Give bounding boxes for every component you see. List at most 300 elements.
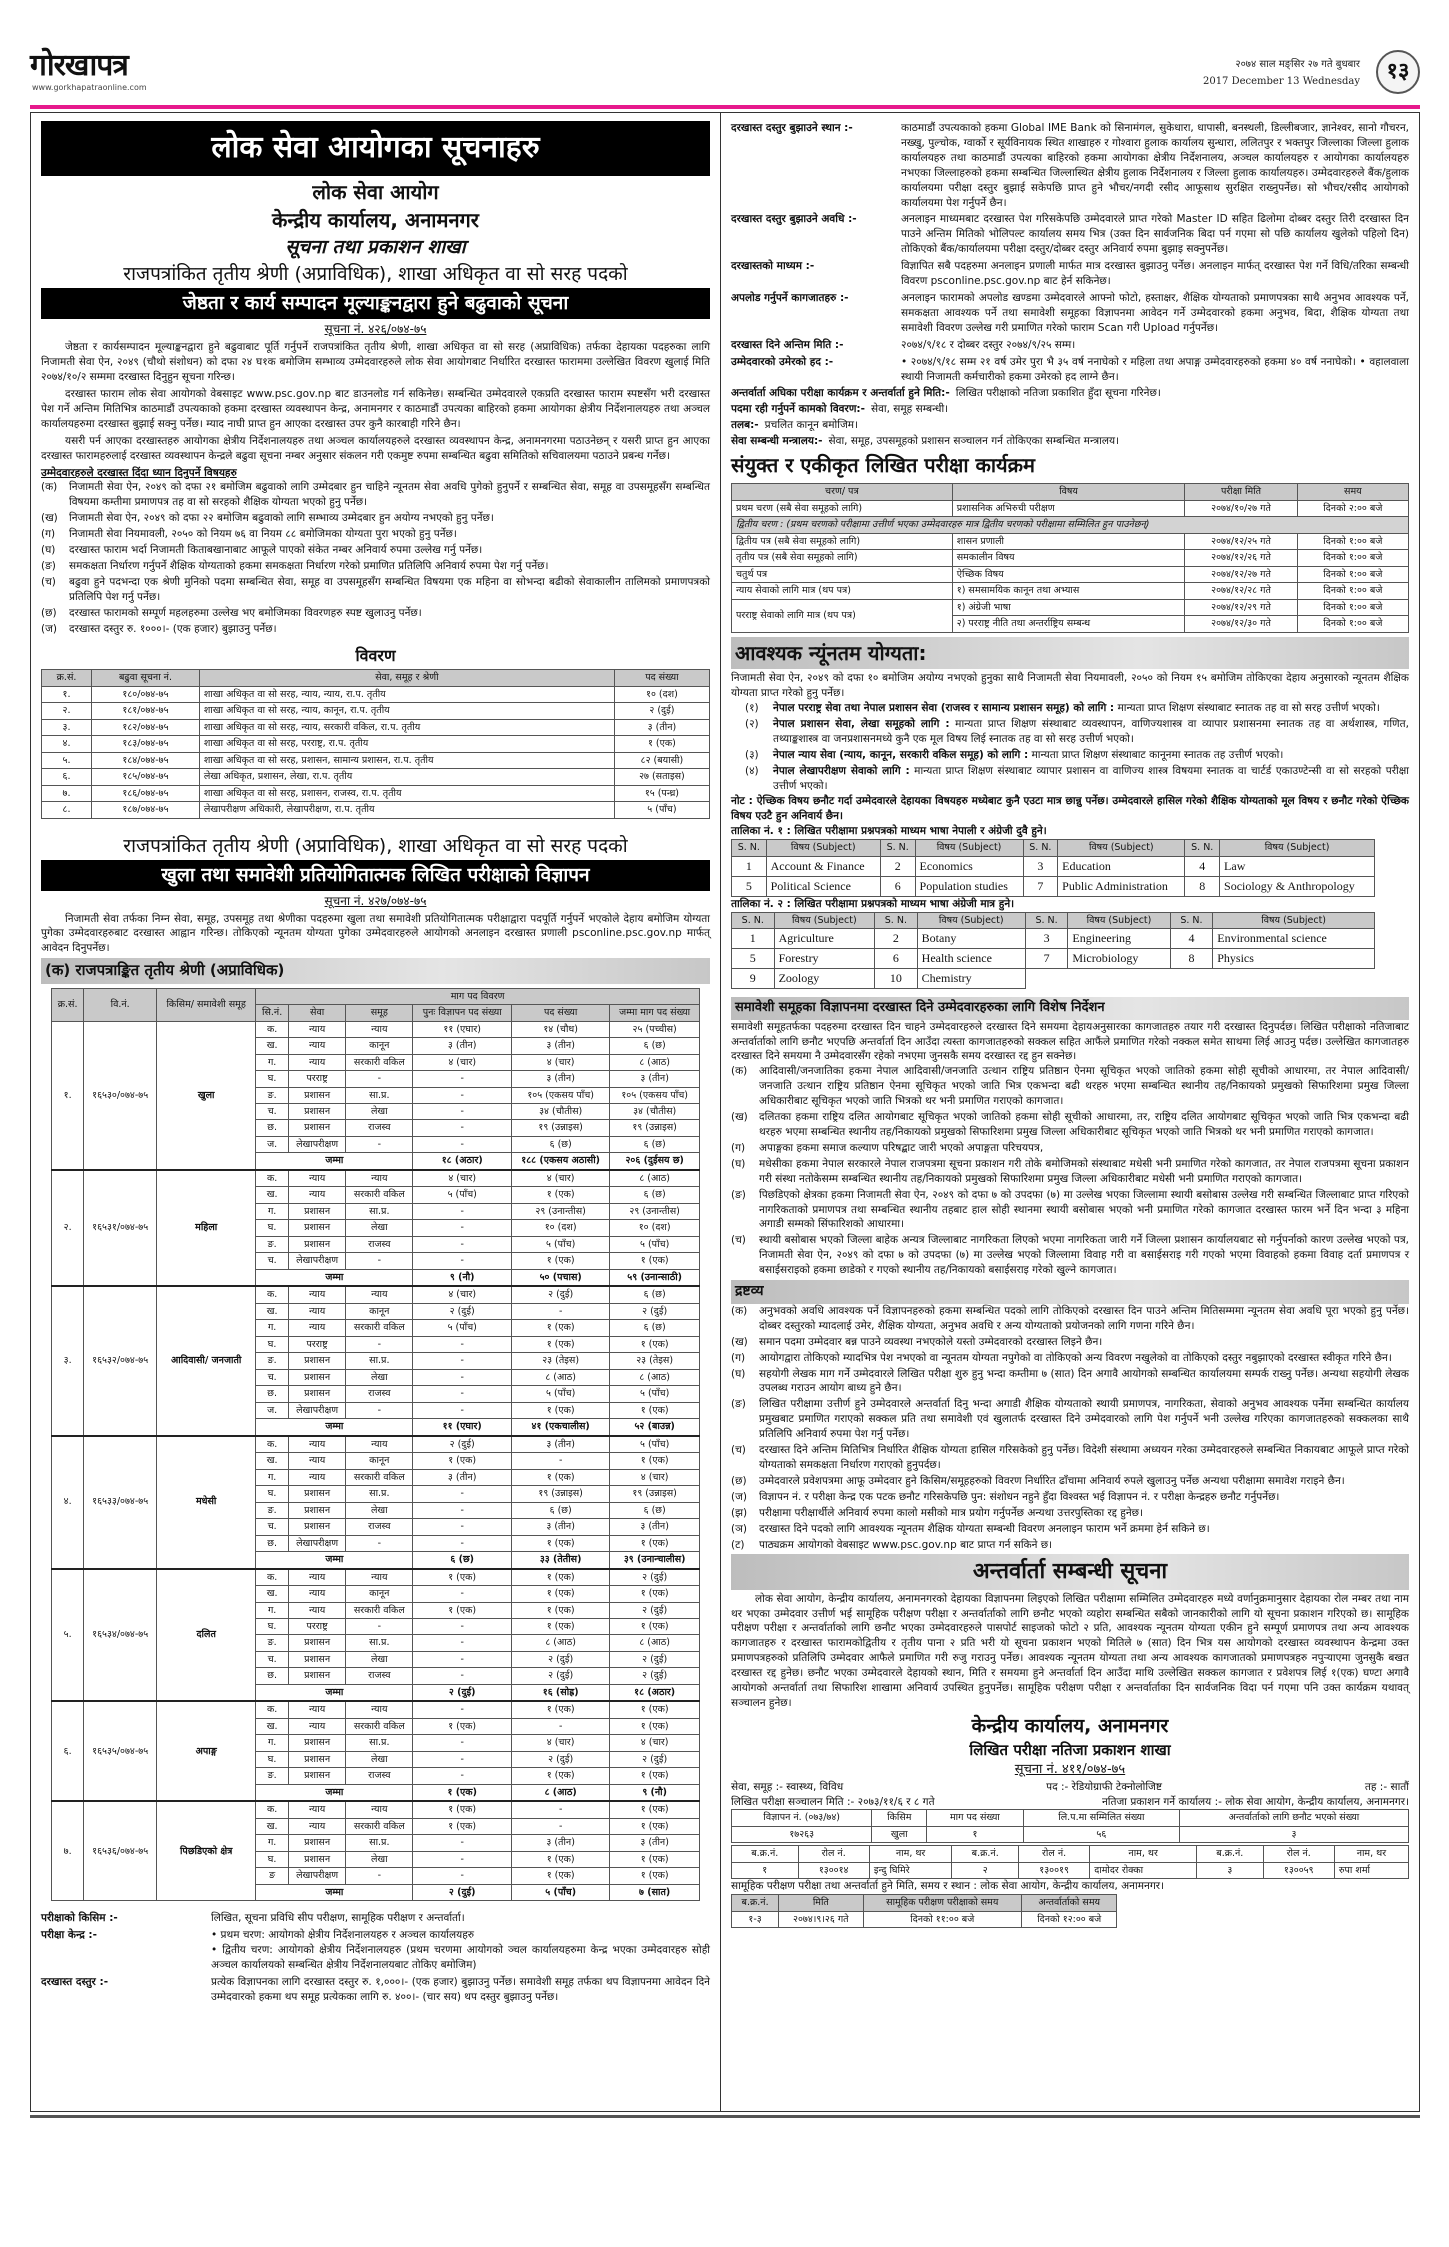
table-cell: १० (दश) (610, 1220, 700, 1236)
table-cell: ५. (42, 752, 92, 768)
table-cell: न्याय (346, 1436, 413, 1453)
sn-header: S. N. (875, 912, 918, 928)
total-cell: ३३ (तेतीस) (512, 1552, 610, 1569)
table-cell: छ. (256, 1535, 289, 1551)
table-cell: - (512, 1718, 610, 1734)
list-item (731, 1188, 1409, 1233)
group-adno: १६५३२/०७४-७५ (84, 1286, 157, 1435)
table-cell: १) अंग्रेजी भाषा (952, 599, 1185, 615)
table-cell: २०७४।९।२६ गते (779, 1911, 863, 1927)
table-cell: ३. (42, 719, 92, 735)
table-cell: दिनको २:०० बजे (1297, 500, 1408, 516)
total-cell: ४१ (एकचालीस) (512, 1419, 610, 1436)
table-cell: Physics (1213, 949, 1375, 969)
group-group: महिला (157, 1170, 256, 1286)
table-cell: समकालीन विषय (952, 550, 1185, 566)
table-cell: परराष्ट्र (288, 1336, 345, 1352)
page-bottom-rule (30, 2115, 1420, 2118)
subject-header: विषय (Subject) (915, 840, 1023, 856)
list-item (41, 543, 710, 558)
table-cell: ४ (चार) (413, 1286, 512, 1303)
table-row (52, 1170, 700, 1187)
candidate-cell: इन्दु घिमिरे (869, 1862, 952, 1878)
table-cell: ३ (तीन) (512, 1071, 610, 1087)
table-cell: दिनको १:०० बजे (1297, 599, 1408, 615)
table-cell: न्याय (346, 1021, 413, 1037)
total-cell: ८ (आठ) (512, 1784, 610, 1801)
total-cell: ५९ (उनान्साठी) (610, 1269, 700, 1286)
table-cell: ५ (पाँच) (610, 1386, 700, 1402)
table-cell: प्रशासन (288, 1120, 345, 1136)
table-cell: १ (एक) (413, 1453, 512, 1469)
table-cell: ५ (पाँच) (512, 1386, 610, 1402)
table-cell: १ (एक) (610, 1768, 700, 1784)
masthead (30, 50, 1420, 102)
table-cell: च. (256, 1253, 289, 1269)
total-cell: ७ (सात) (610, 1884, 700, 1900)
table-cell: १ (एक) (512, 1602, 610, 1618)
promotion-table (41, 669, 710, 818)
column-header: माग पद संख्या (927, 1810, 1024, 1826)
table-cell: न्याय (288, 1038, 345, 1054)
total-cell: ३९ (उनान्चालीस) (610, 1552, 700, 1569)
list-text: निजामती सेवा ऐन, २०४९ को दफा २२ बमोजिम बढुवाको लागि सम्भाव्य उम्मेदबार हुन अयोग्य नभएको हुनु पर्नेछ। (69, 512, 494, 525)
list-text: समकक्षता निर्धारण गर्नुपर्ने शैक्षिक योग्यताको हकमा समकक्षता निर्धारण गरेको प्रमाणित प्रतिलिपि अनिवार्य रुपमा पेश गर्नु पर्नेछ। (69, 560, 549, 572)
total-cell: १८ (अठार) (610, 1684, 700, 1701)
table-cell: १०५ (एकसय पाँच) (610, 1087, 700, 1103)
detail-value: सेवा, समूह, उपसमूहको प्रशासन सञ्चालन गर्न तोकिएका सम्बन्धित मन्त्रालय। (828, 435, 1120, 448)
sn-header: S. N. (732, 840, 767, 856)
table-cell: सा.प्र. (346, 1486, 413, 1502)
table-cell: १ (एक) (512, 1569, 610, 1586)
table-cell: ६ (छ) (610, 1038, 700, 1054)
table-cell: २०७४/१२/२६ गते (1185, 550, 1297, 566)
table-cell: - (413, 1253, 512, 1269)
list-item (731, 1064, 1409, 1109)
list-item (41, 622, 710, 637)
list-marker: (ख) (731, 1335, 748, 1348)
table-cell: ७. (42, 785, 92, 801)
table-row (732, 969, 1375, 989)
column-header: समय (1297, 484, 1408, 500)
total-label: जम्मा (256, 1784, 413, 1801)
column-header: पुनः विज्ञापन पद संख्या (413, 1005, 512, 1021)
table-cell: न्याय (288, 1701, 345, 1718)
table-row (42, 703, 710, 719)
column-header: पद संख्या (614, 670, 709, 686)
list-marker: (घ) (731, 1367, 746, 1380)
list-marker: (छ) (41, 606, 57, 619)
detail-value: विज्ञापित सबै पदहरुमा अनलाइन प्रणाली मार्फत मात्र दरखास्त बुझाउनु पर्नेछ। अनलाइन मार्फत् दरखास्त पेश गर्ने विधि/तरिका सम्बन्धी विवरण psconline.psc.gov.np बाट हेर्न सकिनेछ। (901, 260, 1409, 288)
column-header: नाम, थर (1090, 1846, 1197, 1862)
table-cell: दिनको १२:०० बजे (1021, 1911, 1116, 1927)
table-row (42, 686, 710, 702)
table-cell: न्याय (288, 1303, 345, 1319)
table-cell: ४ (चार) (512, 1735, 610, 1751)
table-cell: १ (एक) (610, 1619, 700, 1635)
list-item (745, 764, 1409, 794)
col-group: किसिम/ समावेशी समूह (157, 988, 256, 1021)
list-marker: (ग) (731, 1141, 746, 1154)
table-cell: 9 (732, 969, 775, 989)
table-cell: ५६ (1023, 1826, 1179, 1842)
table-cell: - (512, 1453, 610, 1469)
table-cell: न्याय (288, 1469, 345, 1485)
table-cell: ३ (तीन) (512, 1038, 610, 1054)
table-cell: घ. (256, 1619, 289, 1635)
table-cell: ४ (चार) (512, 1054, 610, 1070)
list-marker: (ग) (41, 528, 56, 541)
table-cell: सरकारी वकिल (346, 1469, 413, 1485)
table-cell: ८ (आठ) (512, 1369, 610, 1385)
table-row (732, 599, 1409, 615)
list-marker: (च) (731, 1234, 746, 1247)
list-text (773, 717, 1409, 747)
section-ka-heading: (क) राजपत्राङ्कित तृतीय श्रेणी (अप्राविधिक) (41, 958, 710, 983)
detail-row (731, 212, 1409, 257)
table-cell: प्रशासन (288, 1835, 345, 1851)
website-url[interactable]: www.gorkhapatraonline.com (32, 83, 147, 92)
table-cell: लेखा (346, 1502, 413, 1518)
candidate-cell: रुपा शर्मा (1334, 1862, 1408, 1878)
table-cell: १ (एक) (512, 1768, 610, 1784)
promo-bar: जेष्ठता र कार्य सम्पादन मूल्याङ्कनद्वारा हुने बढुवाको सूचना (41, 288, 710, 319)
total-cell: १ (एक) (413, 1784, 512, 1801)
table-cell: ४ (चार) (610, 1735, 700, 1751)
column-header: ब.क्र.नं. (732, 1895, 779, 1911)
column-header: नाम, थर (1334, 1846, 1408, 1862)
table-cell: २०७४/१२/२५ गते (1185, 533, 1297, 549)
list-text: निजामती सेवा नियमावली, २०५० को नियम ७६ वा नियम ८८ बमोजिमका योग्यता पुरा भएको हुनु पर्नेछ। (69, 528, 457, 541)
promo-paragraph: दरखास्त फाराम लोक सेवा आयोगको वेबसाइट www.psc.gov.np बाट डाउनलोड गर्न सकिनेछ। सम्बन्धित उम्मेदवारले एकप्रति दरखास्त फाराम स्पष्टसँग भरी दरखास्त पेश गर्ने अन्तिम मितिभित्र काठमाडौं उपत्यकाको हकमा दरखास्त व्यवस्थापन केन्द्र, अनामनगर र काठमाडौं उपत्यका बाहिरको हकमा आयोगका क्षेत्रीय निर्देशनालयहरु तथा अञ्चल कार्यालयहरुमा दरखास्त बुझाई सक्नु पर्नेछ। म्याद नाघी प्राप्त हुन आएका दरखास्त उपर कुनै कारबाही गरिने छैन। (41, 388, 710, 430)
table-cell: - (413, 1851, 512, 1867)
column-header: विषय (952, 484, 1185, 500)
table-cell: २ (दुई) (610, 1602, 700, 1618)
table-cell: १ (एक) (610, 1868, 700, 1884)
table-cell: घ. (256, 1751, 289, 1767)
table-cell: सा.प्र. (346, 1735, 413, 1751)
list-marker: (च) (731, 1444, 746, 1457)
table2-caption: तालिका नं. २ : लिखित परीक्षामा प्रश्नपत्रको माध्यम भाषा अंग्रेजी मात्र हुने। (731, 897, 1015, 910)
table-cell: दिनको १:०० बजे (1297, 616, 1408, 632)
table-cell: १ (एक) (512, 1402, 610, 1418)
table1-caption: तालिका नं. १ : लिखित परीक्षामा प्रश्नपत्रको माध्यम भाषा नेपाली र अंग्रेजी दुवै हुने। (731, 825, 1047, 838)
col-sn: क्र.सं. (52, 988, 84, 1021)
total-label: जम्मा (256, 1419, 413, 1436)
table-cell: १ (एक) (610, 1535, 700, 1551)
table-cell: क. (256, 1701, 289, 1718)
table-cell: Agriculture (774, 929, 875, 949)
table-cell: न्याय (288, 1569, 345, 1586)
table-row (732, 583, 1409, 599)
table-cell: १९ (उन्नाइस) (512, 1120, 610, 1136)
sn-header: S. N. (1025, 912, 1068, 928)
detail-value: अनलाइन फारामको अपलोड खण्डमा उम्मेदवारले आफ्नो फोटो, हस्ताक्षर, शैक्षिक योग्यताको प्रमाणपत्रका साथै अनुभव आवश्यक पर्ने, समकक्षता आवश्यक पर्ने तथा समावेशी समूहका विज्ञापनमा आवेदन गर्ने उम्मेदवारको हकमा अनुभव, बिदा, शैक्षिक योग्यता तथा समावेशी विवरण उल्लेख गरी प्रमाणित गरेको फाराम Scan गरी Upload गर्नुपर्नेछ। (901, 291, 1409, 334)
column-header: जम्मा माग पद संख्या (610, 1005, 700, 1021)
result-branch: लिखित परीक्षा नतिजा प्रकाशन शाखा (969, 1740, 1171, 1759)
table-cell: राजस्व (346, 1768, 413, 1784)
table-cell: छ. (256, 1120, 289, 1136)
newspaper-logo[interactable]: गोरखापत्र (30, 48, 128, 83)
total-cell: १८ (अठार) (413, 1153, 512, 1170)
group-group: अपाङ्ग (157, 1701, 256, 1801)
table-cell: १ (एक) (610, 1701, 700, 1718)
total-cell: १६ (सोह्र) (512, 1684, 610, 1701)
table-cell: - (346, 1535, 413, 1551)
table-cell: १-३ (732, 1911, 779, 1927)
table-cell: 2 (875, 929, 918, 949)
table-cell: ख. (256, 1718, 289, 1734)
detail-key: उम्मेदवारको उमेरको हद :- (731, 355, 834, 368)
table-cell: लेखापरीक्षण (288, 1535, 345, 1551)
result-office: केन्द्रीय कार्यालय, अनामनगर (971, 1714, 1169, 1737)
table-cell: लेखा (346, 1851, 413, 1867)
table-cell: Public Administration (1058, 876, 1185, 896)
table-cell: १९ (उन्नाइस) (610, 1120, 700, 1136)
table-cell: - (413, 1768, 512, 1784)
table-cell: 5 (732, 876, 767, 896)
branch-name: सूचना तथा प्रकाशन शाखा (285, 236, 466, 259)
list-rest: मान्यता प्राप्त शिक्षण संस्थाबाट कानूनमा स्नातक तह उत्तीर्ण भएको। (1028, 748, 1284, 761)
table-cell: ३४ (चौतीस) (610, 1103, 700, 1119)
table-cell: १ (एक) (413, 1569, 512, 1586)
table-cell: ५ (पाँच) (413, 1320, 512, 1336)
column-header: अन्तर्वार्ताको समय (1021, 1895, 1116, 1911)
list-marker: (झ) (731, 1506, 748, 1519)
table-cell: ४ (चार) (413, 1054, 512, 1070)
detail-value: अनलाइन माध्यमबाट दरखास्त पेश गरिसकेपछि उम्मेदवारले प्राप्त गरेको Master ID सहित ढिलोमा दोब्बर दस्तुर तिरी दरखास्त दिन पाउने अन्तिम मितिको भोलिपल्ट कार्यालय समय भित्र (उक्त दिन सार्वजनिक बिदा पर्न गएमा सो पछि कार्यालय खुलेको पहिलो दिन) तोकिएको बैंक/कार्यालयमा परीक्षा दस्तुर/दोब्बर दस्तुर अनिवार्य रुपमा बुझाइ सक्नुपर्नेछ। (901, 213, 1409, 256)
table-cell: Education (1058, 856, 1185, 876)
table-cell: दिनको १:०० बजे (1297, 533, 1408, 549)
list-text: बढुवा हुने पदभन्दा एक श्रेणी मुनिको पदमा सम्बन्धित सेवा, समूह वा उपसमूहसँग सम्बन्धित विषयमा एक महिना वा सोभन्दा बढीको सेवाकालीन तालिमको प्रमाणपत्रको प्रतिलिपि पेश गर्नु पर्नेछ। (69, 575, 710, 603)
table-cell: राजस्व (346, 1519, 413, 1535)
table-cell: १ (एक) (610, 1851, 700, 1867)
table-cell: Environmental science (1213, 929, 1375, 949)
table-cell: लेखा (346, 1369, 413, 1385)
table-cell: लेखा अधिकृत, प्रशासन, लेखा, रा.प. तृतीय (199, 769, 614, 785)
table-row (732, 949, 1375, 969)
office-name: केन्द्रीय कार्यालय, अनामनगर (271, 207, 479, 232)
table-cell: - (413, 1619, 512, 1635)
table-cell: ग. (256, 1735, 289, 1751)
list-item (745, 748, 1409, 763)
table-cell: न्याय (288, 1054, 345, 1070)
table-cell: १ (एक) (512, 1469, 610, 1485)
table-cell: दिनको १:०० बजे (1297, 566, 1408, 582)
table-cell: १ (एक) (413, 1818, 512, 1834)
table-cell: न्याय (346, 1569, 413, 1586)
promo-notice-number: सूचना नं. ४२६/०७४-७५ (324, 322, 427, 337)
sn-header: S. N. (1023, 840, 1058, 856)
table-cell: 4 (1185, 856, 1220, 876)
table-cell: शाखा अधिकृत वा सो सरह, परराष्ट्र, रा.प. तृतीय (199, 736, 614, 752)
table-cell: द्वितीय पत्र (सबै सेवा समूहको लागि) (732, 533, 953, 549)
list-rest: मान्यता प्राप्त शिक्षण संस्थाबाट स्नातक तह वा सो सरह उत्तीर्ण भएको। (1114, 701, 1380, 714)
table-cell: - (346, 1136, 413, 1152)
column-header: ब.क्र.नं. (952, 1846, 1019, 1862)
table-cell: १५ (पन्ध्र) (614, 785, 709, 801)
group-group: आदिवासी/ जनजाती (157, 1286, 256, 1435)
list-rest: मान्यता प्राप्त शिक्षण संस्थाबाट व्यवस्थापन, वाणिज्यशास्त्र वा व्यापार प्रशासनमा स्नातक तह वा अर्थशास्त्र, गणित, तथ्याङ्कशास्त्र वा जनप्रशासनमध्ये कुनै एक मूल विषय लिई स्नातक तह वा सो सरह उत्तीर्ण भएको। (773, 717, 1409, 745)
table-cell: प्रथम चरण (सबै सेवा समूहको लागि) (732, 500, 953, 516)
table-cell: शासन प्रणाली (952, 533, 1185, 549)
table-cell: 7 (1023, 876, 1058, 896)
table-cell: १ (एक) (610, 1453, 700, 1469)
table-cell: प्रशासन (288, 1651, 345, 1667)
column-header: बढुवा सूचना नं. (92, 670, 200, 686)
table-cell: ६ (छ) (610, 1286, 700, 1303)
interview-paragraph: लोक सेवा आयोग, केन्द्रीय कार्यालय, अनामनगरको देहायका विज्ञापनमा लिइएको लिखित परीक्षामा सम्मिलित उम्मेदवारहरु मध्ये वर्णानुक्रमानुसार देहायका रोल नम्बर तथा नाम थर भएका उम्मेदवार उत्तीर्ण भई सामूहिक परीक्षण परीक्षा र अन्तर्वार्ताको लागि छनौट भएको व्यहोरा सम्बन्धित सबैको जानकारीको लागि यो सूचना प्रकाशन गरिएको छ। सामूहिक परीक्षण परीक्षा र अन्तर्वार्ताको लागि छनौट भएका उम्मेदवारहरुले पासपोर्ट साइजको फोटो २ प्रति, आवश्यक न्यूनतम योग्यता एकीन हुने सम्पूर्ण प्रमाणपत्र तथा अन्य आवश्यक कागजातहरु र दरखास्त फारामकोद्वितीय र तृतीय पाना २ प्रति भरी यो सूचना प्रकाशन भएको मितिले ७ (सात) दिन भित्र यस आयोगको दरखास्त व्यवस्थापन केन्द्रमा उक्त प्रमाणपत्रहरुको प्रतिलिपि उम्मेदवार आफैले प्रमाणित गरी रुजु गराउनु पर्नेछ। आवश्यक न्यूनतम योग्यता तथा अन्य आवश्यक कागजातको प्रमाणपत्रहरु नपुऱ्याएमा जुनसुकै बखत दरखास्त रद्द हुनेछ। छनौट भएका उम्मेदवारले देहायको स्थान, मिति र समयमा हुने अन्तर्वार्ता दिन आउँदा माथि उल्लेखित सक्कल कागजात र प्रवेशपत्र लिई १(एक) घण्टा अगावै आयोगको अन्तर्वार्ता तथा सिफारिश शाखामा अनिवार्य उपस्थित हुनुपर्नेछ। सामूहिक परीक्षण परीक्षा र अन्तर्वार्ताका दिन सार्वजनिक विदा पर्न गएमा पनि उक्त कार्यक्रम यथावत् सञ्चालन हुनेछ। (731, 1592, 1409, 1709)
table-cell: शाखा अधिकृत वा सो सरह, प्रशासन, राजस्व, रा.प. तृतीय (199, 785, 614, 801)
table-row (42, 719, 710, 735)
table-cell: छ. (256, 1386, 289, 1402)
table-cell: ८ (आठ) (610, 1170, 700, 1187)
group-group: खुला (157, 1021, 256, 1170)
list-item (731, 1157, 1409, 1187)
list-item (731, 1443, 1409, 1473)
table-cell: प्रशासन (288, 1220, 345, 1236)
table-row (52, 1286, 700, 1303)
interview-title: अन्तर्वार्ता सम्बन्धी सूचना (731, 1554, 1409, 1589)
total-cell: १८८ (एकसय अठासी) (512, 1153, 610, 1170)
list-text (773, 701, 1380, 716)
page-number-badge: १३ (1376, 50, 1420, 94)
table-row (732, 929, 1375, 949)
list-text: उम्मेदवारले प्रवेशपत्रमा आफू उम्मेदवार हुने किसिम/समूहहरुको विवरण निर्धारित ढाँचामा अनिवार्य रुपले खुलाउनु पर्नेछ अन्यथा परीक्षामा समावेश गराइने छैन। (759, 1474, 1345, 1487)
info-line: प्रत्येक विज्ञापनका लागि दरखास्त दस्तुर रु. १,०००।- (एक हजार) बुझाउनु पर्नेछ। समावेशी समूह तर्फका थप विज्ञापनमा आवेदन दिने उम्मेदवारको हकमा थप समूह प्रत्येकका लागि रु. ४००।- (चार सय) थप दस्तुर बुझाउनु पर्नेछ। (211, 1975, 710, 2003)
table-cell: प्रशासन (288, 1369, 345, 1385)
table-cell: १ (एक) (512, 1619, 610, 1635)
subject-header: विषय (Subject) (766, 840, 880, 856)
candidate-cell: १३००१४ (798, 1862, 869, 1878)
table-cell: - (413, 1203, 512, 1219)
table-cell: ६. (42, 769, 92, 785)
table-cell: - (413, 1586, 512, 1602)
total-label: जम्मा (256, 1684, 413, 1701)
table-cell: प्रशासन (288, 1668, 345, 1684)
table-cell: १ (एक) (610, 1718, 700, 1734)
table-cell: ८. (42, 802, 92, 818)
detail-row (731, 291, 1409, 336)
info-row (41, 1975, 710, 2005)
list-item (731, 1397, 1409, 1442)
table-cell: १ (एक) (512, 1868, 610, 1884)
table-cell: 7 (1025, 949, 1068, 969)
total-label: जम्मा (256, 1552, 413, 1569)
list-marker: (घ) (731, 1157, 746, 1170)
table-cell: लेखा (346, 1220, 413, 1236)
list-marker: (३) (745, 748, 759, 761)
list-item (731, 1506, 1409, 1521)
list-text (773, 748, 1283, 763)
table-cell: - (413, 1668, 512, 1684)
table-row (52, 1021, 700, 1037)
table-cell: - (413, 1136, 512, 1152)
table-cell: १ (एक) (413, 1718, 512, 1734)
group-sn: २. (52, 1170, 84, 1286)
detail-row (731, 402, 1409, 417)
table-cell: ग. (256, 1602, 289, 1618)
adv-notice-number: सूचना नं. ४२७/०७४-७५ (324, 893, 427, 908)
table-row (42, 752, 710, 768)
total-label: जम्मा (256, 1269, 413, 1286)
table-cell: ३ (1179, 1826, 1408, 1842)
total-cell: ५० (पचास) (512, 1269, 610, 1286)
list-item (731, 1351, 1409, 1366)
table-cell: २९ (उनान्तीस) (610, 1203, 700, 1219)
table-cell: ज. (256, 1402, 289, 1418)
table-cell: क. (256, 1021, 289, 1037)
table-cell: क. (256, 1436, 289, 1453)
qualification-list (731, 701, 1409, 793)
table-cell: १) समसामयिक कानून तथा अभ्यास (952, 583, 1185, 599)
table-cell: ३ (तीन) (512, 1835, 610, 1851)
table-cell: ११ (एघार) (413, 1021, 512, 1037)
total-label: जम्मा (256, 1884, 413, 1900)
detail-value: २०७४/९/१८ र दोब्बर दस्तुर २०७४/९/२५ सम्म। (901, 338, 1076, 351)
table-cell: २०७४/१२/२७ गते (1185, 566, 1297, 582)
table-cell: ग. (256, 1469, 289, 1485)
detail-value: प्रचलित कानून बमोजिम। (764, 419, 859, 432)
table-cell: २ (दुई) (512, 1668, 610, 1684)
table-cell: ३ (तीन) (614, 719, 709, 735)
table-cell: न्याय (288, 1801, 345, 1818)
table-row (42, 802, 710, 818)
table-cell: तृतीय पत्र (सबै सेवा समूहको लागि) (732, 550, 953, 566)
group-adno: १६५३३/०७४-७५ (84, 1436, 157, 1569)
list-text: आयोगद्वारा तोकिएको म्यादभित्र पेश नभएको वा न्यूनतम योग्यता नपुगेको वा तोकिएको अन्य विवरण नखुलेको वा तोकिएको दस्तुर नबुझाएको दरखास्त स्वीकृत गरिने छैन। (759, 1351, 1392, 1364)
table-cell: प्रशासन (288, 1486, 345, 1502)
table-cell: ३ (तीन) (610, 1835, 700, 1851)
list-text: अनुभवको अवधि आवश्यक पर्ने विज्ञापनहरुको हकमा सम्बन्धित पदको लागि तोकिएको दरखास्त दिन पाउने अन्तिम मितिसम्ममा न्यूनतम सेवा अवधि पूरा भएको हुनु पर्नेछ। दोब्बर दस्तुरको म्यादलाई उमेर, शैक्षिक योग्यता, अनुभव अवधि र अन्य योग्यताको प्रयोजनको लागि गणना गरिने छैन। (759, 1304, 1409, 1332)
column-header: पद संख्या (512, 1005, 610, 1021)
table-cell: - (413, 1087, 512, 1103)
elective-note: नोट : ऐच्छिक विषय छनौट गर्दा उम्मेदवारले देहायका विषयहरु मध्येबाट कुनै एउटा मात्र छान्नु पर्नेछ। उम्मेदवारले हासिल गरेको शैक्षिक योग्यताको मूल विषय र छनौट गरेको ऐच्छिक विषय एउटै हुन अनिवार्य छैन। (731, 795, 1409, 823)
column-header: किसिम (872, 1810, 927, 1826)
table-cell: शाखा अधिकृत वा सो सरह, न्याय, न्याय, रा.प. तृतीय (199, 686, 614, 702)
table-cell: ख. (256, 1303, 289, 1319)
table-cell: ४ (चार) (413, 1170, 512, 1187)
table-cell: 1 (732, 856, 767, 876)
candidate-cell: २ (952, 1862, 1019, 1878)
table-cell: २ (दुई) (610, 1569, 700, 1586)
table-cell: न्याय (288, 1818, 345, 1834)
info-value (211, 1911, 710, 1926)
table-cell: - (346, 1336, 413, 1352)
table-cell: Economics (915, 856, 1023, 876)
table-row (42, 785, 710, 801)
table-cell: - (413, 1868, 512, 1884)
table-cell: न्याय (288, 1436, 345, 1453)
table-cell: च. (256, 1519, 289, 1535)
detail-row (731, 418, 1409, 433)
table-cell: सरकारी वकिल (346, 1320, 413, 1336)
special-list (731, 1064, 1409, 1278)
detail-row (731, 386, 1409, 401)
table-cell: २ (दुई) (614, 703, 709, 719)
table-cell: ख. (256, 1818, 289, 1834)
detail-key: पदमा रही गर्नुपर्ने कामको विवरण:- (731, 403, 865, 416)
column-header: सामूहिक परीक्षण परीक्षाको समय (863, 1895, 1021, 1911)
table-cell: लेखा (346, 1651, 413, 1667)
list-item (731, 1335, 1409, 1350)
list-text: मधेसीका हकमा नेपाल सरकारले नेपाल राजपत्रमा सूचना प्रकाशन गरी तोके बमोजिमको संस्थाबाट मधेसी भनी प्रमाणित गरेको कागजात, तर नेपाल राजपत्रमा सूचना प्रकाशन गरी संस्था नतोकेसम्म सम्बन्धित स्थानीय तह/निकायको प्रमुखको सिफारिशमा प्रमुख जिल्ला अधिकारीबाट मधेसी भनी प्रमाणित गराएको कागजात। (759, 1157, 1409, 1185)
table-cell: २ (दुई) (512, 1751, 610, 1767)
total-cell: २ (दुई) (413, 1884, 512, 1900)
table-cell: - (413, 1701, 512, 1718)
table-cell: न्याय (346, 1801, 413, 1818)
table-cell: सरकारी वकिल (346, 1602, 413, 1618)
